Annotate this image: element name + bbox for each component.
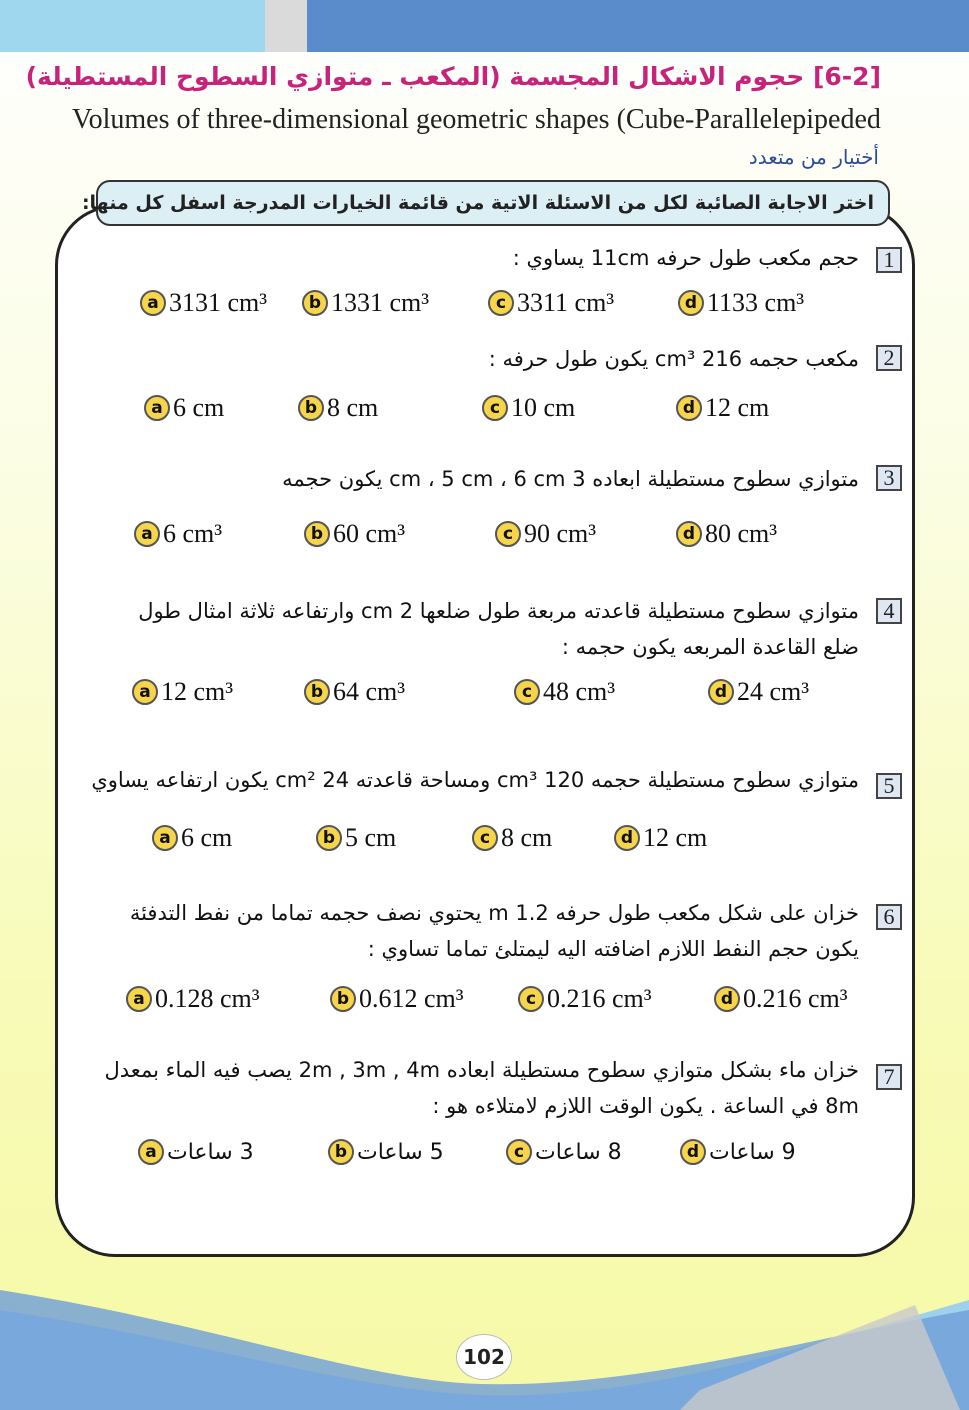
option-letter: b — [304, 521, 330, 547]
option-d[interactable] — [680, 1139, 796, 1165]
section-subtitle: أختيار من متعدد — [748, 145, 879, 169]
option-value: 3 ساعات — [167, 1139, 254, 1165]
question-number: 3 — [876, 465, 902, 491]
option-a[interactable] — [134, 519, 222, 549]
option-a[interactable] — [140, 288, 267, 318]
question-line: متوازي سطوح مستطيلة حجمه 120 cm³ ومساحة قاعدته 24 cm² يكون ارتفاعه يساوي — [91, 768, 859, 792]
question-number: 1 — [876, 247, 902, 273]
page-title-arabic: [6-2] حجوم الاشكال المجسمة (المكعب ـ متوازي السطوح المستطيلة) — [25, 62, 881, 91]
header-band-blue — [307, 0, 969, 52]
option-letter: b — [330, 986, 356, 1012]
option-letter: b — [316, 825, 342, 851]
option-letter: c — [495, 521, 521, 547]
option-value: 3311 cm³ — [517, 288, 615, 317]
option-letter: d — [714, 986, 740, 1012]
option-letter: a — [132, 679, 158, 705]
option-letter: c — [472, 825, 498, 851]
option-letter: c — [488, 290, 514, 316]
option-b[interactable] — [304, 519, 405, 549]
option-d[interactable] — [708, 677, 809, 707]
question-line: متوازي سطوح مستطيلة قاعدته مربعة طول ضلعها 2 cm وارتفاعه ثلاثة امثال طول — [138, 599, 859, 623]
option-d[interactable] — [676, 393, 769, 423]
option-value: 6 cm — [173, 393, 225, 422]
question-line: يكون حجم النفط اللازم اضافته اليه ليمتلئ تماما تساوي : — [367, 937, 859, 961]
option-b[interactable] — [330, 984, 464, 1014]
option-c[interactable] — [472, 823, 552, 853]
option-letter: d — [676, 395, 702, 421]
option-letter: a — [138, 1139, 164, 1165]
option-value: 90 cm³ — [524, 519, 597, 548]
option-letter: b — [298, 395, 324, 421]
option-letter: b — [304, 679, 330, 705]
option-value: 6 cm³ — [163, 519, 223, 548]
option-letter: b — [328, 1139, 354, 1165]
option-letter: a — [126, 986, 152, 1012]
option-d[interactable] — [614, 823, 707, 853]
option-value: 0.128 cm³ — [155, 984, 260, 1013]
question-text — [138, 593, 859, 665]
question-line: 8m في الساعة . يكون الوقت اللازم لامتلاءه هو : — [432, 1094, 859, 1118]
option-a[interactable] — [126, 984, 260, 1014]
option-letter: d — [708, 679, 734, 705]
option-a[interactable] — [138, 1139, 254, 1165]
option-c[interactable] — [495, 519, 596, 549]
option-value: 0.612 cm³ — [359, 984, 464, 1013]
option-letter: d — [678, 290, 704, 316]
option-value: 24 cm³ — [737, 677, 810, 706]
option-value: 1331 cm³ — [331, 288, 430, 317]
question-line: ضلع القاعدة المربعه يكون حجمه : — [561, 635, 859, 659]
option-value: 0.216 cm³ — [743, 984, 848, 1013]
option-letter: d — [614, 825, 640, 851]
question-text — [489, 341, 859, 377]
option-value: 9 ساعات — [709, 1139, 796, 1165]
question-number: 7 — [876, 1064, 902, 1090]
question-text — [105, 1052, 859, 1124]
option-value: 10 cm — [511, 393, 576, 422]
instruction-box: اختر الاجابة الصائبة لكل من الاسئلة الاتية من قائمة الخيارات المدرجة اسفل كل منها: — [96, 180, 890, 226]
option-b[interactable] — [298, 393, 378, 423]
option-a[interactable] — [144, 393, 224, 423]
question-text — [282, 461, 859, 497]
page-number: 102 — [456, 1334, 512, 1380]
option-letter: a — [152, 825, 178, 851]
option-value: 5 cm — [345, 823, 397, 852]
option-value: 12 cm³ — [161, 677, 234, 706]
option-c[interactable] — [482, 393, 575, 423]
option-value: 64 cm³ — [333, 677, 406, 706]
option-a[interactable] — [132, 677, 233, 707]
option-value: 8 cm — [327, 393, 379, 422]
option-value: 8 cm — [501, 823, 553, 852]
question-line: متوازي سطوح مستطيلة ابعاده 3 cm ، 5 cm ، 6 cm يكون حجمه — [282, 467, 859, 491]
option-value: 8 ساعات — [535, 1139, 622, 1165]
question-number: 5 — [876, 773, 902, 799]
option-value: 5 ساعات — [357, 1139, 444, 1165]
option-c[interactable] — [514, 677, 615, 707]
option-value: 60 cm³ — [333, 519, 406, 548]
question-number: 4 — [876, 598, 902, 624]
option-c[interactable] — [518, 984, 652, 1014]
option-value: 6 cm — [181, 823, 233, 852]
question-line: حجم مكعب طول حرفه 11cm يساوي : — [512, 246, 859, 270]
option-value: 1133 cm³ — [707, 288, 805, 317]
header-band-light — [0, 0, 265, 52]
option-a[interactable] — [152, 823, 232, 853]
question-line: خزان ماء بشكل متوازي سطوح مستطيلة ابعاده 2m , 3m , 4m يصب فيه الماء بمعدل — [104, 1058, 859, 1082]
question-text — [91, 762, 859, 798]
option-c[interactable] — [488, 288, 614, 318]
option-letter: a — [140, 290, 166, 316]
option-letter: c — [514, 679, 540, 705]
option-b[interactable] — [304, 677, 405, 707]
option-b[interactable] — [316, 823, 396, 853]
header-band-gray — [265, 0, 307, 52]
option-value: 80 cm³ — [705, 519, 778, 548]
option-letter: a — [134, 521, 160, 547]
question-line: مكعب حجمه 216 cm³ يكون طول حرفه : — [488, 347, 859, 371]
option-value: 12 cm — [643, 823, 708, 852]
option-value: 12 cm — [705, 393, 770, 422]
option-d[interactable] — [676, 519, 777, 549]
option-letter: d — [676, 521, 702, 547]
question-line: خزان على شكل مكعب طول حرفه 1.2 m يحتوي نصف حجمه تماما من نفط التدفئة — [129, 901, 859, 925]
question-text — [130, 895, 859, 967]
page-title-english: Volumes of three-dimensional geometric shapes (Cube-Parallelepipeded — [72, 104, 881, 135]
option-b[interactable] — [302, 288, 429, 318]
option-letter: d — [680, 1139, 706, 1165]
option-value: 48 cm³ — [543, 677, 616, 706]
option-letter: a — [144, 395, 170, 421]
option-value: 3131 cm³ — [169, 288, 268, 317]
option-d[interactable] — [714, 984, 848, 1014]
question-number: 2 — [876, 345, 902, 371]
option-letter: c — [506, 1139, 532, 1165]
option-c[interactable] — [506, 1139, 622, 1165]
question-number: 6 — [876, 904, 902, 930]
option-letter: c — [482, 395, 508, 421]
option-letter: b — [302, 290, 328, 316]
option-d[interactable] — [678, 288, 804, 318]
question-text — [513, 240, 859, 276]
option-value: 0.216 cm³ — [547, 984, 652, 1013]
option-b[interactable] — [328, 1139, 444, 1165]
option-letter: c — [518, 986, 544, 1012]
